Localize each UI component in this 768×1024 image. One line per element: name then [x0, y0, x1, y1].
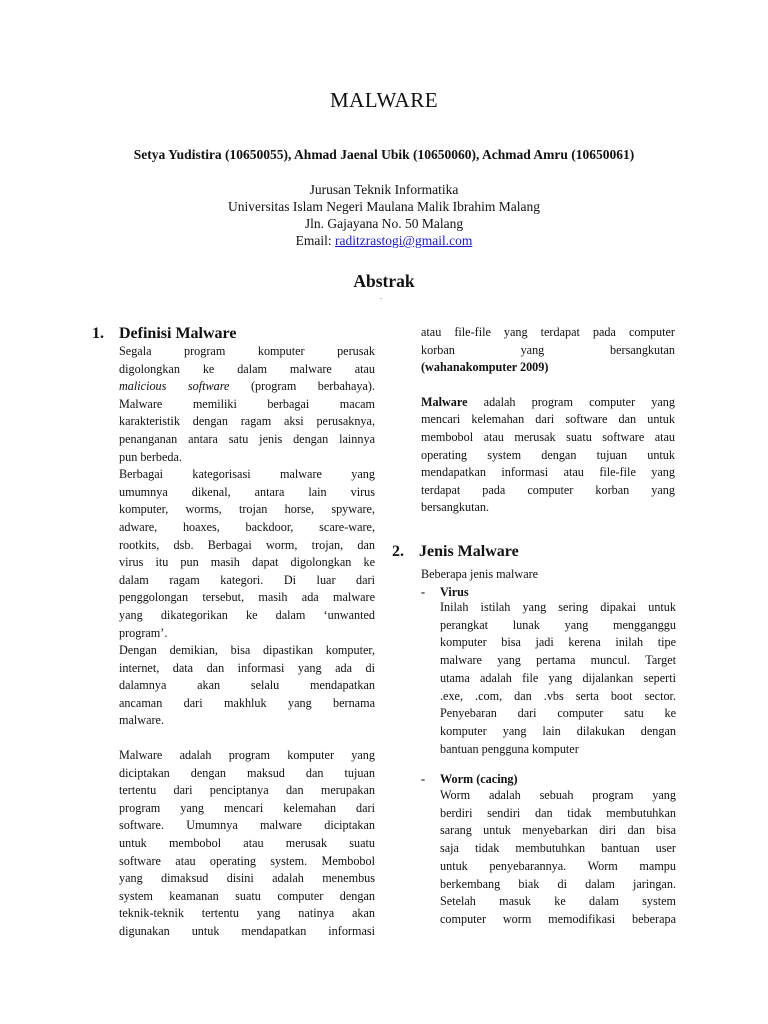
worm-description	[440, 787, 676, 929]
section-2-heading	[392, 543, 519, 561]
s1-p3-line: internet, data dan informasi yang ada di	[119, 660, 375, 675]
s1-p2-line: program’.	[119, 625, 168, 640]
s1-p2-line: Berbagai kategorisasi malware yang	[119, 467, 375, 482]
section-2-intro: Beberapa jenis malware	[421, 567, 539, 581]
s1-p3-line: Dengan demikian, bisa dipastikan komputer,	[119, 643, 375, 658]
s1-p2-line: rootkits, dsb. Berbagai worm, trojan, dan	[119, 537, 375, 552]
term-malicious-software: malicious software	[119, 379, 230, 394]
email-label: Email:	[295, 233, 336, 248]
virus-line: malware yang pertama muncul. Target	[440, 653, 676, 668]
s1-p1-line: karakteristik dengan ragam aksi perusaknya,	[119, 414, 375, 429]
rt-p-line: membobol atau merusak suatu software atau	[421, 429, 675, 444]
s1-p4-line: yang dimaksud disini adalah menembus	[119, 871, 375, 886]
bullet-dash: -	[421, 772, 426, 786]
rt-p-first-text: adalah program computer yang	[467, 394, 675, 409]
s1-p3-line: malware.	[119, 713, 165, 728]
virus-line: bantuan pengguna komputer	[440, 741, 579, 756]
email-link[interactable]: raditzrastogi@gmail.com	[335, 233, 473, 248]
section-1-title: Definisi Malware	[119, 325, 237, 342]
author-list: Setya Yudistira (10650055), Ahmad Jaenal Ubik (10650060), Achmad Amru (10650061)	[133, 147, 635, 162]
s1-p4-line: diciptakan dengan maksud dan tujuan	[119, 765, 375, 780]
right-column-top	[421, 324, 675, 517]
department: Jurusan Teknik Informatika	[309, 182, 459, 197]
s1-p1-line: digolongkan ke dalam malware atau	[119, 361, 375, 376]
rt-p-line: terdapat pada computer korban yang	[421, 482, 675, 497]
worm-line: untuk penyebarannya. Worm mampu	[440, 858, 676, 873]
s1-p2-line: virus itu pun masih dapat digolongkan ke	[119, 555, 375, 570]
virus-line: perangkat lunak yang mengganggu	[440, 617, 676, 632]
virus-line: Inilah istilah yang sering dipakai untuk	[440, 600, 676, 614]
s1-p4-line: digunakan untuk mendapatkan informasi	[119, 924, 375, 938]
s1-p4-line: software. Umumnya malware diciptakan	[119, 818, 375, 833]
worm-line: Setelah masuk ke dalam system	[440, 894, 676, 909]
worm-line: berdiri sendiri dan tidak membutuhkan	[440, 805, 676, 820]
rt-p-first-line	[421, 394, 675, 412]
s1-p4-line: untuk membobol atau merusak suatu	[119, 836, 375, 851]
bullet-worm-label: Worm (cacing)	[440, 772, 518, 786]
abstract-heading: Abstrak	[353, 271, 415, 291]
university: Universitas Islam Negeri Maulana Malik Ibrahim Malang	[228, 199, 540, 214]
s1-p2-line: dalam ragam kategori. Di luar dari	[119, 572, 375, 587]
bullet-worm	[421, 771, 518, 788]
section-2-number: 2.	[392, 543, 404, 560]
s1-p4-line: software atau operating system. Membobol	[119, 853, 375, 868]
virus-line: komputer yang lain dilakukan dengan	[440, 723, 676, 738]
s1-p2-line: umumnya dikenal, antara lain virus	[119, 484, 375, 499]
citation: (wahanakomputer 2009)	[421, 360, 549, 375]
worm-line: computer worm memodifikasi beberapa	[440, 911, 676, 926]
term-malware: Malware	[421, 394, 468, 409]
virus-line: utama adalah file yang dijalankan seperti	[440, 670, 676, 685]
section-1-heading	[92, 325, 236, 343]
section-1-number: 1.	[92, 325, 104, 342]
s1-p1-line: Segala program komputer perusak	[119, 344, 375, 358]
virus-line: komputer bisa jadi kerena inilah tipe	[440, 635, 676, 650]
worm-line: saja tidak membutuhkan bantuan user	[440, 841, 676, 856]
virus-line: .exe, .com, dan .vbs serta boot sector.	[440, 688, 676, 703]
s1-p2-line: penggolongan tersebut, masih ada malware	[119, 590, 375, 605]
worm-line: sarang untuk menyebarkan diri dan bisa	[440, 823, 676, 838]
s1-p4-line: system keamanan suatu computer dengan	[119, 888, 375, 903]
s1-p1-italic-line	[119, 378, 375, 396]
abstract-dot: .	[380, 292, 382, 301]
worm-line: Worm adalah sebuah program yang	[440, 788, 676, 802]
paragraph-gap	[119, 730, 375, 747]
rt-p-line: mendapatkan informasi atau file-file yang	[421, 465, 675, 480]
s1-p2-line: adware, hoaxes, backdoor, scare-ware,	[119, 519, 375, 534]
s1-p4-line: Malware adalah program komputer yang	[119, 748, 375, 763]
rt-p-line: mencari kelemahan dari software dan untuk	[421, 412, 675, 427]
worm-line: berkembang biak di dalam jaringan.	[440, 876, 676, 891]
s1-p4-line: teknik-teknik tertentu yang natinya akan	[119, 906, 375, 921]
s1-p1-after-italic: (program berbahaya).	[229, 379, 375, 394]
s1-p4-line: tertentu dari penciptanya dan merupakan	[119, 783, 375, 798]
rt-line: atau file-file yang terdapat pada computer	[421, 325, 675, 339]
s1-p1-line: pun berbeda.	[119, 449, 182, 464]
section-2-title: Jenis Malware	[419, 543, 519, 560]
s1-p4-line: program yang mencari kelemahan dari	[119, 800, 375, 815]
affiliation-block	[120, 181, 648, 249]
left-column	[119, 343, 375, 941]
s1-p2-line: yang dikategorikan ke dalam ‘unwanted	[119, 607, 375, 622]
rt-p-line: bersangkutan.	[421, 500, 490, 515]
s1-p1-line: Malware memiliki berbagai macam	[119, 396, 375, 411]
email-line	[120, 232, 648, 249]
s1-p2-line: komputer, worms, trojan horse, spyware,	[119, 502, 375, 517]
address: Jln. Gajayana No. 50 Malang	[304, 216, 464, 231]
virus-description	[440, 599, 676, 758]
s1-p1-line: penanganan antara satu jenis dengan lainnya	[119, 431, 375, 446]
paragraph-gap	[421, 377, 675, 394]
bullet-dash: -	[421, 585, 426, 599]
paper-title: MALWARE	[329, 88, 439, 112]
bullet-virus-label: Virus	[440, 585, 469, 599]
virus-line: Penyebaran dari computer satu ke	[440, 706, 676, 721]
rt-p-line: operating system dengan tujuan untuk	[421, 447, 675, 462]
s1-p3-line: ancaman dari makhluk yang bernama	[119, 695, 375, 710]
s1-p3-line: dalamnya akan selalu mendapatkan	[119, 678, 375, 693]
rt-line: korban yang bersangkutan	[421, 342, 675, 357]
